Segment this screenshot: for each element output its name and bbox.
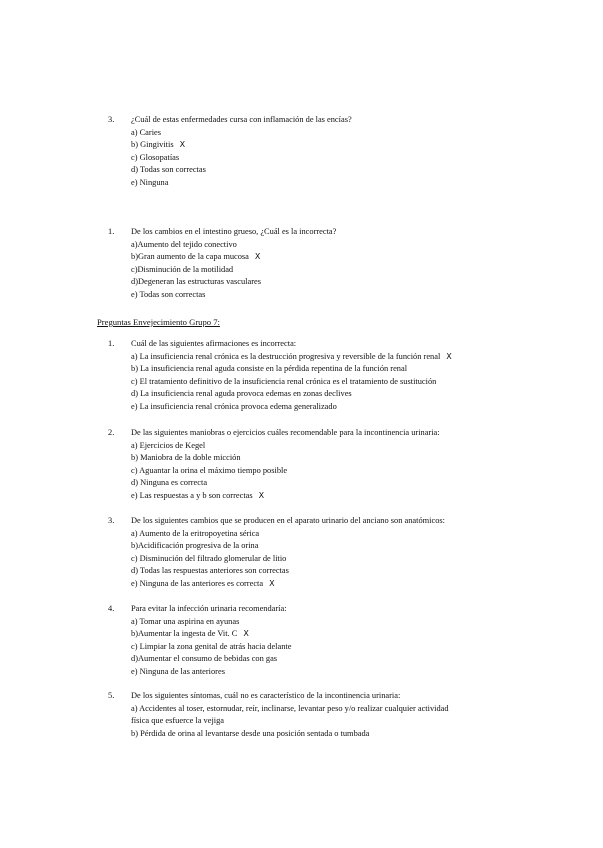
option: c) El tratamiento definitivo de la insuficiencia renal crónica es el tratamiento de sustitución (131, 376, 437, 386)
option: b) Pérdida de orina al levantarse desde una posición sentada o tumbada (131, 728, 370, 738)
options-list (131, 239, 581, 302)
option: c) Limpiar la zona genital de atrás hacia delante (131, 641, 292, 651)
option: c) Disminución del filtrado glomerular de litio (131, 553, 287, 563)
option: b)Aumentar la ingesta de Vit. C X (131, 628, 581, 641)
option: e) Ninguna de las anteriores es correcta X (131, 578, 581, 591)
question-number: 2. (108, 428, 115, 437)
option: c) Glosopatías (131, 152, 180, 162)
option: d) La insuficiencia renal aguda provoca edemas en zonas declives (131, 389, 352, 399)
option: c) Aguantar la orina el máximo tiempo posible (131, 465, 288, 475)
options-list (131, 351, 581, 414)
options-list (131, 440, 581, 503)
answer-mark: X (258, 490, 265, 500)
option: a)Aumento del tejido conectivo (131, 239, 237, 249)
options-list (131, 528, 581, 591)
option: b)Gran aumento de la capa mucosa X (131, 251, 581, 264)
question-number: 1. (108, 227, 115, 236)
answer-mark: X (446, 351, 452, 361)
option: física que esfuerce la vejiga (131, 716, 225, 726)
answer-mark: X (179, 140, 186, 150)
section-title: Preguntas Envejecimiento Grupo 7: (97, 317, 220, 327)
question-text: De las siguientes maniobras o ejercicios cuáles recomendable para la incontinencia urinaria: (131, 428, 440, 437)
option: c)Disminución de la motilidad (131, 264, 234, 274)
option: a) Accidentes al toser, estornudar, reír, inclinarse, levantar peso y/o realizar cualquier actividad (131, 703, 449, 713)
question-text: Cuál de las siguientes afirmaciones es incorrecta: (131, 339, 297, 348)
question-text: Para evitar la infección urinaria recomendaría: (131, 604, 287, 613)
question-number: 1. (108, 339, 115, 348)
question-text: ¿Cuál de estas enfermedades cursa con inflamación de las encías? (131, 115, 352, 124)
option: e) Todas son correctas (131, 289, 206, 299)
question-text: De los siguientes síntomas, cuál no es característico de la incontinencia urinaria: (131, 691, 401, 700)
option: a) Caries (131, 127, 161, 137)
option: a) Aumento de la eritropoyetina sérica (131, 528, 260, 538)
option: d)Degeneran las estructuras vasculares (131, 277, 261, 287)
options-list (131, 127, 581, 190)
option: a) Tomar una aspirina en ayunas (131, 616, 240, 626)
option: e) Ninguna (131, 177, 169, 187)
question-number: 5. (108, 691, 115, 700)
option: b)Acidificación progresiva de la orina (131, 541, 259, 551)
option: a) Ejercicios de Kegel (131, 440, 206, 450)
options-list (131, 616, 581, 679)
answer-mark: X (243, 629, 249, 639)
question-number: 3. (108, 115, 115, 124)
option: b) La insuficiencia renal aguda consiste en la pérdida repentina de la función renal (131, 364, 408, 374)
option: b) Maniobra de la doble micción (131, 453, 241, 463)
option: d) Ninguna es correcta (131, 478, 208, 488)
answer-mark: X (254, 252, 261, 262)
option: d)Aumentar el consumo de bebidas con gas (131, 654, 278, 664)
option: e) Las respuestas a y b son correctas X (131, 490, 581, 503)
question-text: De los siguientes cambios que se producen en el aparato urinario del anciano son anatómicos: (131, 516, 445, 525)
answer-mark: X (269, 578, 275, 588)
option: e) Ninguna de las anteriores (131, 666, 225, 676)
option: d) Todas las respuestas anteriores son correctas (131, 566, 289, 576)
question-number: 4. (108, 604, 115, 613)
option: b) Gingivitis X (131, 139, 581, 152)
option: d) Todas son correctas (131, 165, 206, 175)
option: a) La insuficiencia renal crónica es la destrucción progresiva y reversible de la función renal X (131, 351, 581, 364)
question-number: 3. (108, 516, 115, 525)
option: e) La insuficiencia renal crónica provoca edema generalizado (131, 401, 337, 411)
question-text: De los cambios en el intestino grueso, ¿Cuál es la incorrecta? (131, 227, 337, 236)
options-list (131, 703, 581, 741)
